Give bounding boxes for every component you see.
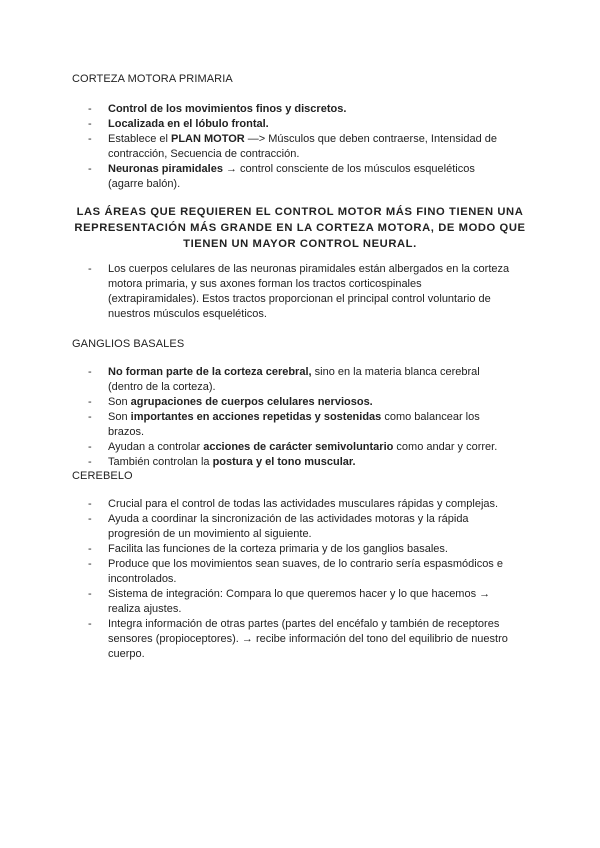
item-bold: Neuronas piramidales [108, 163, 223, 175]
bullet-dash: - [88, 366, 92, 378]
item-text: Establece el [108, 133, 171, 145]
item-bold: importantes en acciones repetidas y sostenidas [130, 411, 382, 423]
bullet-dash: - [88, 588, 92, 600]
item-text: como andar y correr. [393, 441, 498, 453]
bullet-dash: - [88, 396, 92, 408]
bullet-dash: - [88, 456, 92, 468]
item-bold: PLAN MOTOR [170, 133, 245, 145]
bullet-dash: - [88, 118, 92, 130]
cerebelo-list [72, 497, 512, 662]
item-bold: No forman parte de la corteza cerebral, [108, 366, 312, 378]
callout-emphasis: LAS ÁREAS QUE REQUIEREN EL CONTROL MOTOR MÁS FINO TIENEN UNA REPRESENTACIÓN MÁS GRANDE EN LA CORTEZA MOTORA, DE MODO QUE TIENEN UN MAYOR CONTROL NEURAL. [74, 206, 526, 250]
section-heading-cerebelo: CEREBELO [72, 470, 133, 482]
list-item [72, 497, 512, 512]
bullet-dash: - [88, 618, 92, 630]
section-heading-corteza: CORTEZA MOTORA PRIMARIA [72, 73, 233, 85]
list-item [72, 262, 512, 322]
list-item [72, 365, 512, 395]
list-item [72, 410, 512, 440]
list-item [72, 557, 512, 587]
item-text: Facilita las funciones de la corteza primaria y de los ganglios basales. [108, 543, 448, 555]
list-item [72, 132, 512, 162]
list-item [72, 542, 512, 557]
list-item [72, 117, 512, 132]
bullet-dash: - [88, 133, 92, 145]
list-item [72, 102, 512, 117]
item-text: Son [108, 396, 131, 408]
item-bold: Localizada en el lóbulo frontal. [108, 118, 269, 130]
list-item [72, 587, 512, 617]
list-item [72, 162, 512, 192]
item-bold: postura y el tono muscular. [212, 456, 356, 468]
bullet-dash: - [88, 103, 92, 115]
item-bold: Control de los movimientos finos y discretos. [108, 103, 347, 115]
corteza-list [72, 102, 512, 192]
bullet-dash: - [88, 441, 92, 453]
item-text: Crucial para el control de todas las actividades musculares rápidas y complejas. [108, 498, 499, 510]
list-item [72, 395, 512, 410]
list-item [72, 455, 512, 470]
list-item [72, 617, 512, 662]
bullet-dash: - [88, 498, 92, 510]
item-bold: agrupaciones de cuerpos celulares nerviosos. [130, 396, 373, 408]
bullet-dash: - [88, 411, 92, 423]
item-text: sino en la materia blanca cerebral (dentro de la corteza). [108, 366, 480, 393]
item-text: Ayuda a coordinar la sincronización de las actividades motoras y la rápida progresión de un movimiento al siguiente. [108, 513, 469, 540]
ganglios-list [72, 365, 512, 470]
item-text: como balancear los brazos. [108, 411, 480, 438]
item-text: → control consciente de los músculos esqueléticos (agarre balón). [108, 163, 475, 190]
bullet-dash: - [88, 543, 92, 555]
item-text: Produce que los movimientos sean suaves, de lo contrario sería espasmódicos e incontrolados. [108, 558, 503, 585]
bullet-dash: - [88, 513, 92, 525]
item-text: Los cuerpos celulares de las neuronas piramidales están albergados en la corteza motora primaria, y sus axones forman los tractos corticospinales (extrapiramidales). Estos tractos proporcionan el principal control voluntario de nuestros músculos esqueléticos. [108, 263, 510, 320]
item-text: También controlan la [108, 456, 213, 468]
section-heading-ganglios: GANGLIOS BASALES [72, 338, 185, 350]
item-bold: acciones de carácter semivoluntario [203, 441, 394, 453]
item-text: —> Músculos que deben contraerse, Intensidad de contracción, Secuencia de contracción. [108, 133, 497, 160]
bullet-dash: - [88, 558, 92, 570]
item-text: Son [108, 411, 131, 423]
bullet-dash: - [88, 163, 92, 175]
item-text: Sistema de integración: Compara lo que queremos hacer y lo que hacemos → realiza ajustes. [108, 588, 491, 615]
bullet-dash: - [88, 263, 92, 275]
list-item [72, 512, 512, 542]
list-item [72, 440, 512, 455]
corteza-list-2 [72, 262, 512, 322]
item-text: Ayudan a controlar [108, 441, 204, 453]
item-text: Integra información de otras partes (partes del encéfalo y también de receptores sensores (propioceptores). → recibe información del tono del equilibrio de nuestro cuerpo. [108, 618, 508, 660]
